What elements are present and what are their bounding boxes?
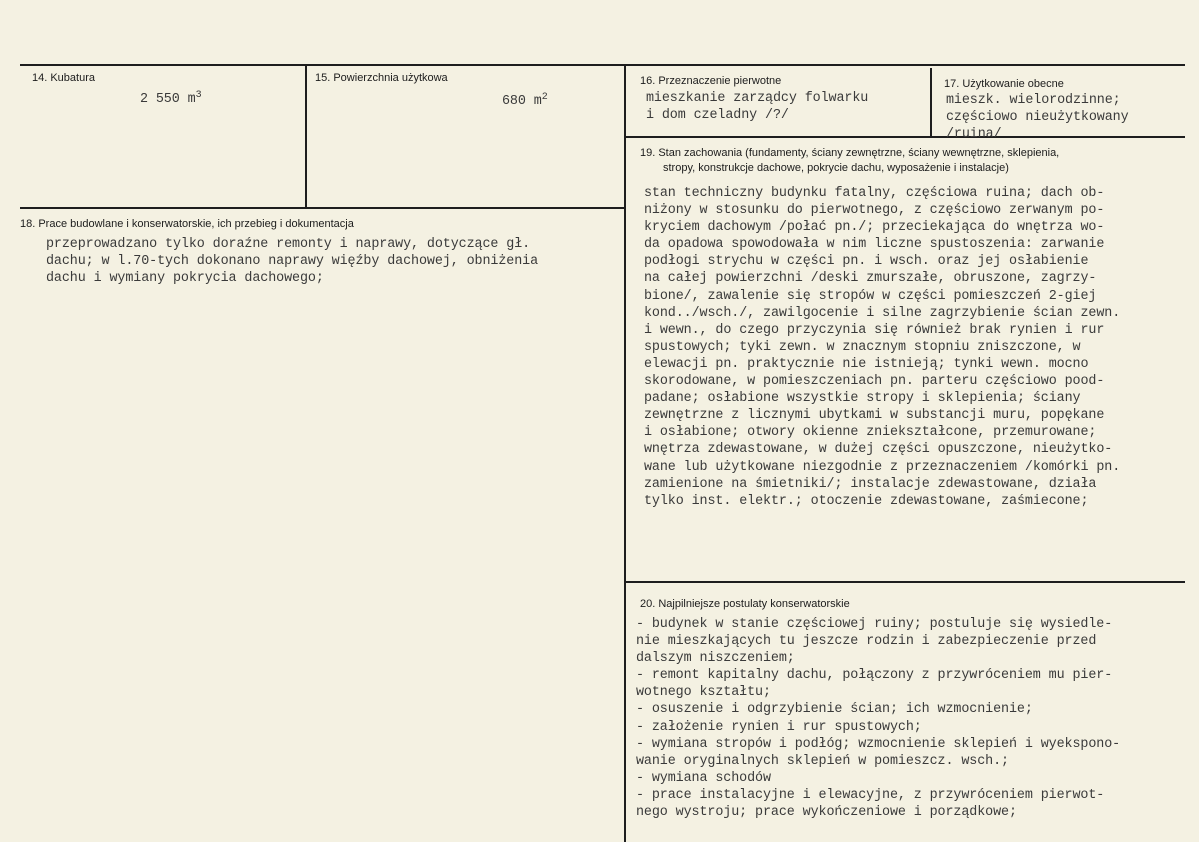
text-line: da opadowa spowodowała w nim liczne spustoszenia: zarwanie	[644, 237, 1105, 253]
text-line: elewacji pn. praktycznie nie istnieją; tynki wewn. mocno	[644, 356, 1089, 372]
text-line: i osłabione; otwory okienne zniekształcone, przemurowane;	[644, 425, 1097, 441]
field-20-label: 20. Najpilniejsze postulaty konserwatorskie	[640, 598, 850, 610]
text-line: padane; osłabione wszystkie stropy i sklepienia; ściany	[644, 391, 1081, 407]
text-line: przeprowadzano tylko doraźne remonty i naprawy, dotyczące gł.	[46, 237, 531, 252]
field-14-value	[140, 91, 201, 108]
text-line: częściowo nieużytkowany	[946, 110, 1129, 126]
field-15-label: 15. Powierzchnia użytkowa	[315, 72, 448, 84]
text-line: stan techniczny budynku fatalny, częściowa ruina; dach ob-	[644, 186, 1105, 201]
field-14-unit-exponent: 3	[195, 90, 202, 101]
text-line: - wymiana stropów i podłóg; wzmocnienie sklepień i wyekspono-	[636, 736, 1121, 752]
text-line: /ruina/	[946, 127, 1002, 143]
text-line: dachu; w l.70-tych dokonano naprawy więźby dachowej, obniżenia	[46, 254, 539, 270]
divider-left-right	[624, 64, 626, 842]
text-line: kryciem dachowym /połać pn./; przeciekająca do wnętrza wo-	[644, 220, 1105, 236]
text-line: wane lub użytkowane niezgodnie z przeznaczeniem /komórki pn.	[644, 459, 1121, 475]
text-line: zamienione na śmietniki/; instalacje zdewastowane, działa	[644, 476, 1097, 492]
text-line: wotnego kształtu;	[636, 685, 771, 701]
text-line: i dom czeladny /?/	[646, 108, 789, 124]
top-rule	[20, 64, 1185, 66]
text-line: - prace instalacyjne i elewacyjne, z przywróceniem pierwot-	[636, 787, 1105, 803]
field-16-label: 16. Przeznaczenie pierwotne	[640, 75, 782, 87]
text-line: - założenie rynien i rur spustowych;	[636, 719, 922, 735]
text-line: skorodowane, w pomieszczeniach pn. parteru częściowo pood-	[644, 374, 1105, 390]
text-line: na całej powierzchni /deski zmurszałe, obruszone, zagrzy-	[644, 271, 1097, 287]
text-line: nego wystroju; prace wykończeniowe i porządkowe;	[636, 805, 1017, 821]
field-17-label: 17. Użytkowanie obecne	[944, 78, 1064, 90]
text-line: mieszk. wielorodzinne;	[946, 93, 1121, 108]
text-line: kond../wsch./, zawilgocenie i silne zagrzybienie ścian zewn.	[644, 305, 1121, 321]
rule-under-14-15	[20, 207, 626, 209]
field-20-text	[636, 616, 1120, 821]
field-15-value	[502, 93, 548, 110]
rule-above-20	[624, 581, 1185, 583]
text-line: podłogi strychu w części pn. i wsch. oraz jej osłabienie	[644, 254, 1089, 270]
text-line: tylko inst. elektr.; otoczenie zdewastowane, zaśmiecone;	[644, 493, 1089, 509]
field-19-text	[644, 185, 1120, 510]
text-line: niżony w stosunku do pierwotnego, z częściowo zerwanym po-	[644, 203, 1105, 219]
field-15-number: 680 m	[502, 94, 542, 109]
text-line: zewnętrzne z licznymi ubytkami w substancji muru, popękane	[644, 408, 1105, 424]
text-line: dalszym niszczeniem;	[636, 651, 795, 667]
text-line: - wymiana schodów	[636, 770, 771, 786]
field-17-text	[946, 92, 1129, 143]
field-14-number: 2 550 m	[140, 92, 196, 107]
field-19-label-line-1: 19. Stan zachowania (fundamenty, ściany zewnętrzne, ściany wewnętrzne, sklepienia,	[640, 147, 1060, 159]
text-line: - budynek w stanie częściowej ruiny; postuluje się wysiedle-	[636, 617, 1113, 632]
text-line: - osuszenie i odgrzybienie ścian; ich wzmocnienie;	[636, 702, 1033, 718]
field-14-label: 14. Kubatura	[32, 72, 95, 84]
text-line: bione/, zawalenie się stropów w części pomieszczeń 2-giej	[644, 288, 1097, 304]
text-line: - remont kapitalny dachu, połączony z przywróceniem mu pier-	[636, 668, 1113, 684]
text-line: nie mieszkających tu jeszcze rodzin i zabezpieczenie przed	[636, 634, 1097, 650]
text-line: wanie oryginalnych sklepień w pomieszcz. wsch.;	[636, 753, 1009, 769]
field-18-text	[46, 236, 538, 287]
text-line: i wewn., do czego przyczynia się również brak rynien i rur	[644, 322, 1105, 338]
text-line: dachu i wymiany pokrycia dachowego;	[46, 271, 324, 287]
divider-14-15	[305, 64, 307, 209]
field-19-label-line-2: stropy, konstrukcje dachowe, pokrycie dachu, wyposażenie i instalacje)	[663, 162, 1009, 174]
field-18-label: 18. Prace budowlane i konserwatorskie, ich przebieg i dokumentacja	[20, 218, 354, 230]
text-line: mieszkanie zarządcy folwarku	[646, 91, 869, 106]
text-line: wnętrza zdewastowane, w dużej części opuszczone, nieużytko-	[644, 442, 1113, 458]
field-16-text	[646, 90, 868, 124]
text-line: spustowych; tyki zewn. w znacznym stopniu zniszczone, w	[644, 339, 1081, 355]
field-15-unit-exponent: 2	[541, 92, 548, 103]
divider-16-17	[930, 68, 932, 138]
